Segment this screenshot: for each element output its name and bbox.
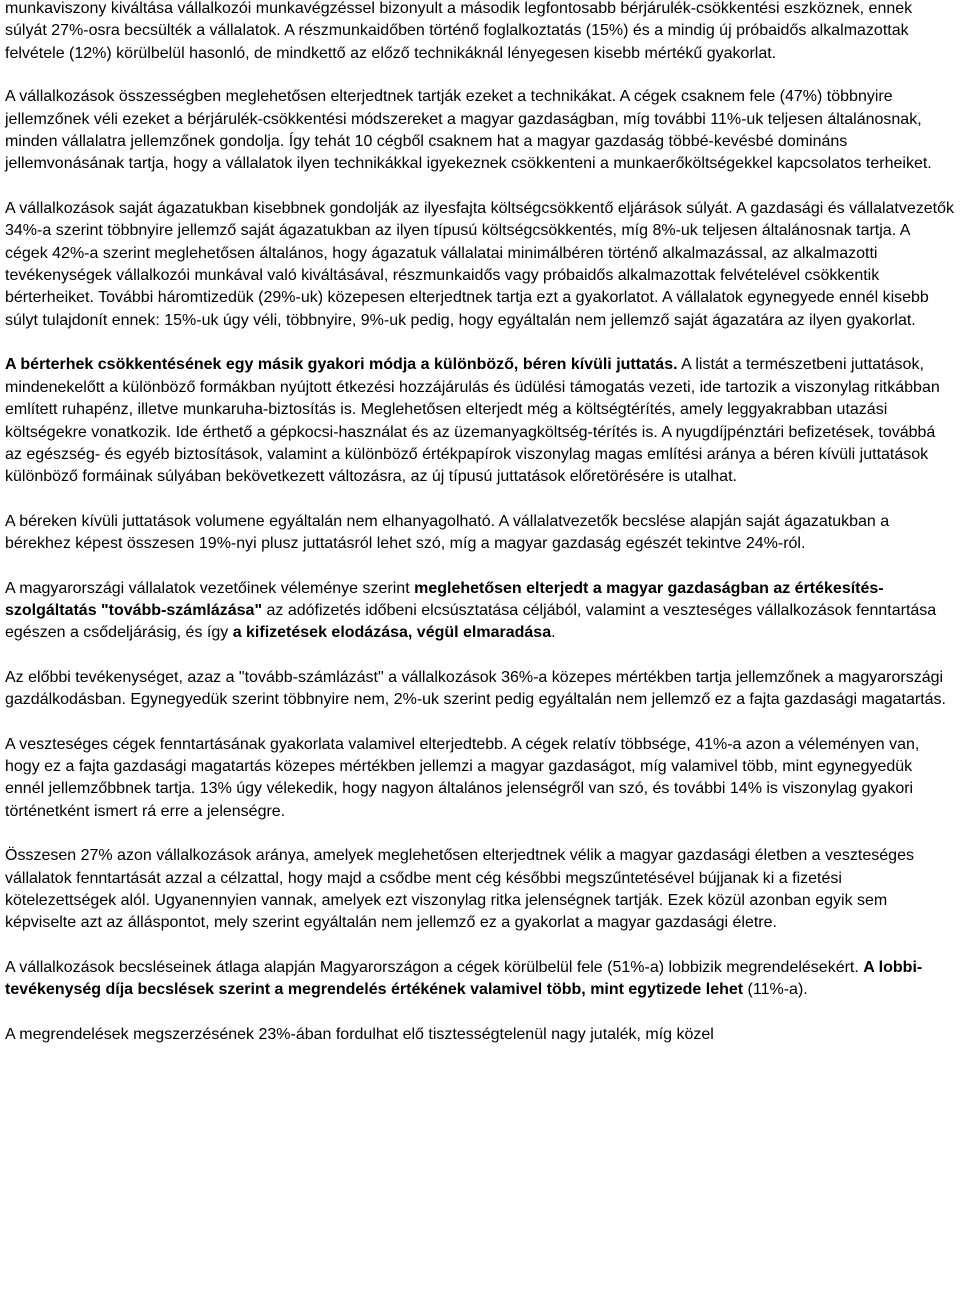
- paragraph-10: [5, 957, 955, 1002]
- text-run: .: [551, 624, 556, 642]
- text-run: A veszteséges cégek fenntartásának gyakorlata valamivel elterjedtebb. A cégek relatív többsége, 41%-a azon a véleményen van, hogy ez a fajta gazdasági magatartás közepes mértékben jellemzi a magyar gazdaságot, míg valamivel több, mint egynegyedük ennél jellemzőbbnek tartja. 13% úgy vélekedik, hogy nagyon általános jelenségről van szó, és további 14% is viszonylag gyakori történetként ismert rá erre a jelenségre.: [5, 735, 920, 820]
- text-run: A megrendelések megszerzésének 23%-ában fordulhat elő tisztességtelenül nagy jutalék, míg közel: [5, 1025, 714, 1043]
- text-run: (11%-a).: [743, 981, 808, 999]
- paragraph-7: [5, 667, 955, 712]
- text-run: Összesen 27% azon vállalkozások aránya, amelyek meglehetősen elterjedtnek vélik a magyar gazdasági életben a veszteséges vállalatok fenntartását azzal a célzattal, hogy majd a csődbe ment cég későbbi megszűntetésével bújjanak ki a fizetési kötelezettségek alól. Ugyanennyien vannak, amelyek ezt viszonylag ritka jelenségnek tartják. Ezek közül azonban egyik sem képviselte azt az álláspontot, mely szerint egyáltalán nem jellemző ez a gyakorlat a magyar gazdasági életre.: [5, 847, 914, 932]
- paragraph-9: [5, 845, 955, 935]
- text-run: munkaviszony kiváltása vállalkozói munkavégzéssel bizonyult a második legfontosabb bérjárulék-csökkentési eszköznek, ennek súlyát 27%-osra becsülték a vállalatok. A részmunkaidőben történő foglalkoztatás (15%) és a mindig új próbaidős alkalmazottak felvétele (12%) körülbelül hasonló, de mindkettő az előző technikáknál lényegesen kisebb mértékű gyakorlat.: [5, 0, 913, 62]
- text-run: A magyarországi vállalatok vezetőinek véleménye szerint: [5, 579, 415, 597]
- text-run: Az előbbi tevékenységet, azaz a "tovább-számlázást" a vállalkozások 36%-a közepes mértékben tartja jellemzőnek a magyarországi gazdálkodásban. Egynegyedük szerint többnyire nem, 2%-uk szerint pedig egyáltalán nem jellemző ez a fajta gazdasági magatartás.: [5, 668, 946, 709]
- bold-text-run: a kifizetések elodázása, végül elmaradása: [232, 624, 552, 642]
- paragraph-11: [5, 1024, 955, 1046]
- text-run: az adófizetés időbeni elcsúsztatása céljából, valamint a veszteséges vállalkozások fenntartása egészen a csődeljárásig, és így: [5, 601, 937, 642]
- document-page: [5, 0, 955, 1068]
- text-run: A vállalkozások becsléseinek átlaga alapján Magyarországon a cégek körülbelül fele (51%-a) lobbizik megrendelésekért.: [5, 958, 864, 976]
- text-run: A béreken kívüli juttatások volumene egyáltalán nem elhanyagolható. A vállalatvezetők becslése alapján saját ágazatukban a bérekhez képest összesen 19%-nyi plusz juttatásról lehet szó, míg a magyar gazdaság egészét tekintve 24%-ról.: [5, 512, 890, 553]
- bold-text-run: A lobbi-tevékenység díja becslések szerint a megrendelés értékének valamivel több, mint egytizede lehet: [5, 958, 923, 999]
- paragraph-5: [5, 511, 955, 556]
- paragraph-2: [5, 86, 955, 176]
- bold-text-run: A bérterhek csökkentésének egy másik gyakori módja a különböző, béren kívüli juttatás.: [5, 356, 678, 374]
- text-run: A listát a természetbeni juttatások, mindenekelőtt a különböző formákban nyújtott étkezési hozzájárulás és üdülési támogatás vezeti, ide tartozik a viszonylag ritkábban említett ruhapénz, illetve munkaruha-biztosítás is. Meglehetősen elterjedt még a költségtérítés, amely leggyakrabban utazási költségekre vonatkozik. Ide érthető a gépkocsi-használat és az üzemanyagköltség-térítés is. A nyugdíjpénztári befizetések, továbbá az egészség- és egyéb biztosítások, valamint a különböző értékpapírok viszonylag magas említési aránya a béren kívüli juttatások különböző formáinak súlyában bekövetkezett változásra, az új típusú juttatások előretörésére is utalhat.: [5, 356, 940, 486]
- paragraph-4: [5, 354, 955, 488]
- bold-text-run: meglehetősen elterjedt a magyar gazdaságban az értékesítés-szolgáltatás "tovább-számlázása": [5, 579, 884, 619]
- paragraph-1: [5, 0, 955, 65]
- paragraph-6: [5, 578, 955, 645]
- text-run: A vállalkozások összességben meglehetősen elterjedtnek tartják ezeket a technikákat. A cégek csaknem fele (47%) többnyire jellemzőnek véli ezeket a bérjárulék-csökkentési módszereket a magyar gazdaságban, míg további 11%-uk teljesen általánosnak, minden vállalatra jellemzőnek gondolja. Így tehát 10 cégből csaknem hat a magyar gazdaság többé-kevésbé domináns jellemvonásának tartja, hogy a vállalatok ilyen technikákkal igyekeznek csökkenteni a munkaerőköltségekkel kapcsolatos terheiket.: [5, 88, 932, 173]
- paragraph-3: [5, 198, 955, 332]
- paragraph-8: [5, 734, 955, 824]
- text-run: A vállalkozások saját ágazatukban kisebbnek gondolják az ilyesfajta költségcsökkentő eljárások súlyát. A gazdasági és vállalatvezetők 34%-a szerint többnyire jellemző saját ágazatukban az ilyen típusú költségcsökkentés, míg 8%-uk teljesen általánosnak tartja. A cégek 42%-a szerint meglehetősen általános, hogy ágazatuk vállalatai minimálbéren történő alkalmazással, az alkalmazotti tevékenységek vállalkozói munkával való kiváltásával, részmunkaidős vagy próbaidős alkalmazottak felvételével csökkentik bérterheiket. További háromtizedük (29%-uk) közepesen elterjedtnek tartja ezt a gyakorlatot. A vállalatok egynegyede ennél kisebb súlyt tulajdonít ennek: 15%-uk úgy véli, többnyire, 9%-uk pedig, hogy egyáltalán nem jellemző saját ágazatára az ilyen gyakorlat.: [5, 199, 955, 329]
